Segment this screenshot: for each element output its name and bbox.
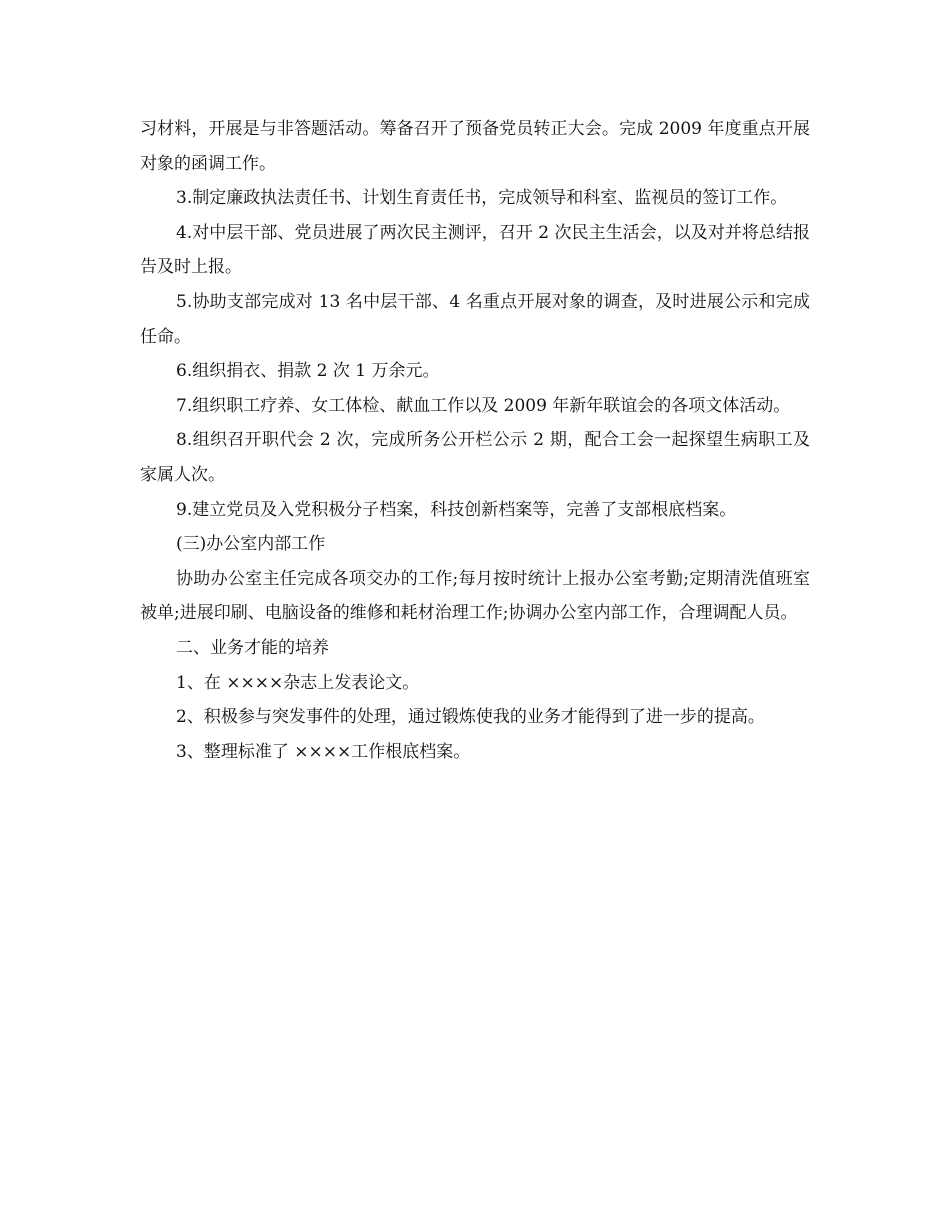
list-item-5: 5.协助支部完成对 13 名中层干部、4 名重点开展对象的调查，及时进展公示和完成任命。 <box>140 291 810 347</box>
paragraph-continuation: 习材料，开展是与非答题活动。筹备召开了预备党员转正大会。完成 2009 年度重点开展对象的函调工作。 <box>140 119 810 174</box>
list-item-8: 8.组织召开职代会 2 次，完成所务公开栏公示 2 期，配合工会一起探望生病职工及家属人次。 <box>140 430 810 485</box>
list-item-3: 3.制定廉政执法责任书、计划生育责任书，完成领导和科室、监视员的签订工作。 <box>176 188 788 209</box>
section-heading-office-work: (三)办公室内部工作 <box>176 534 326 555</box>
document-body <box>140 112 810 769</box>
section-heading-skills: 二、业务才能的培养 <box>176 637 329 658</box>
list-item-9: 9.建立党员及入党积极分子档案，科技创新档案等，完善了支部根底档案。 <box>176 499 737 520</box>
skills-item-1: 1、在 ××××杂志上发表论文。 <box>176 672 420 693</box>
skills-item-2: 2、积极参与突发事件的处理，通过锻炼使我的业务才能得到了进一步的提高。 <box>176 707 765 728</box>
skills-item-3: 3、整理标准了 ××××工作根底档案。 <box>176 741 471 762</box>
list-item-6: 6.组织捐衣、捐款 2 次 1 万余元。 <box>176 361 440 382</box>
paragraph-office-work: 协助办公室主任完成各项交办的工作;每月按时统计上报办公室考勤;定期清洗值班室被单;进展印刷、电脑设备的维修和耗材治理工作;协调办公室内部工作，合理调配人员。 <box>140 568 810 624</box>
list-item-7: 7.组织职工疗养、女工体检、献血工作以及 2009 年新年联谊会的各项文体活动。 <box>176 395 791 416</box>
list-item-4: 4.对中层干部、党员进展了两次民主测评，召开 2 次民主生活会，以及对并将总结报告及时上报。 <box>140 222 810 278</box>
